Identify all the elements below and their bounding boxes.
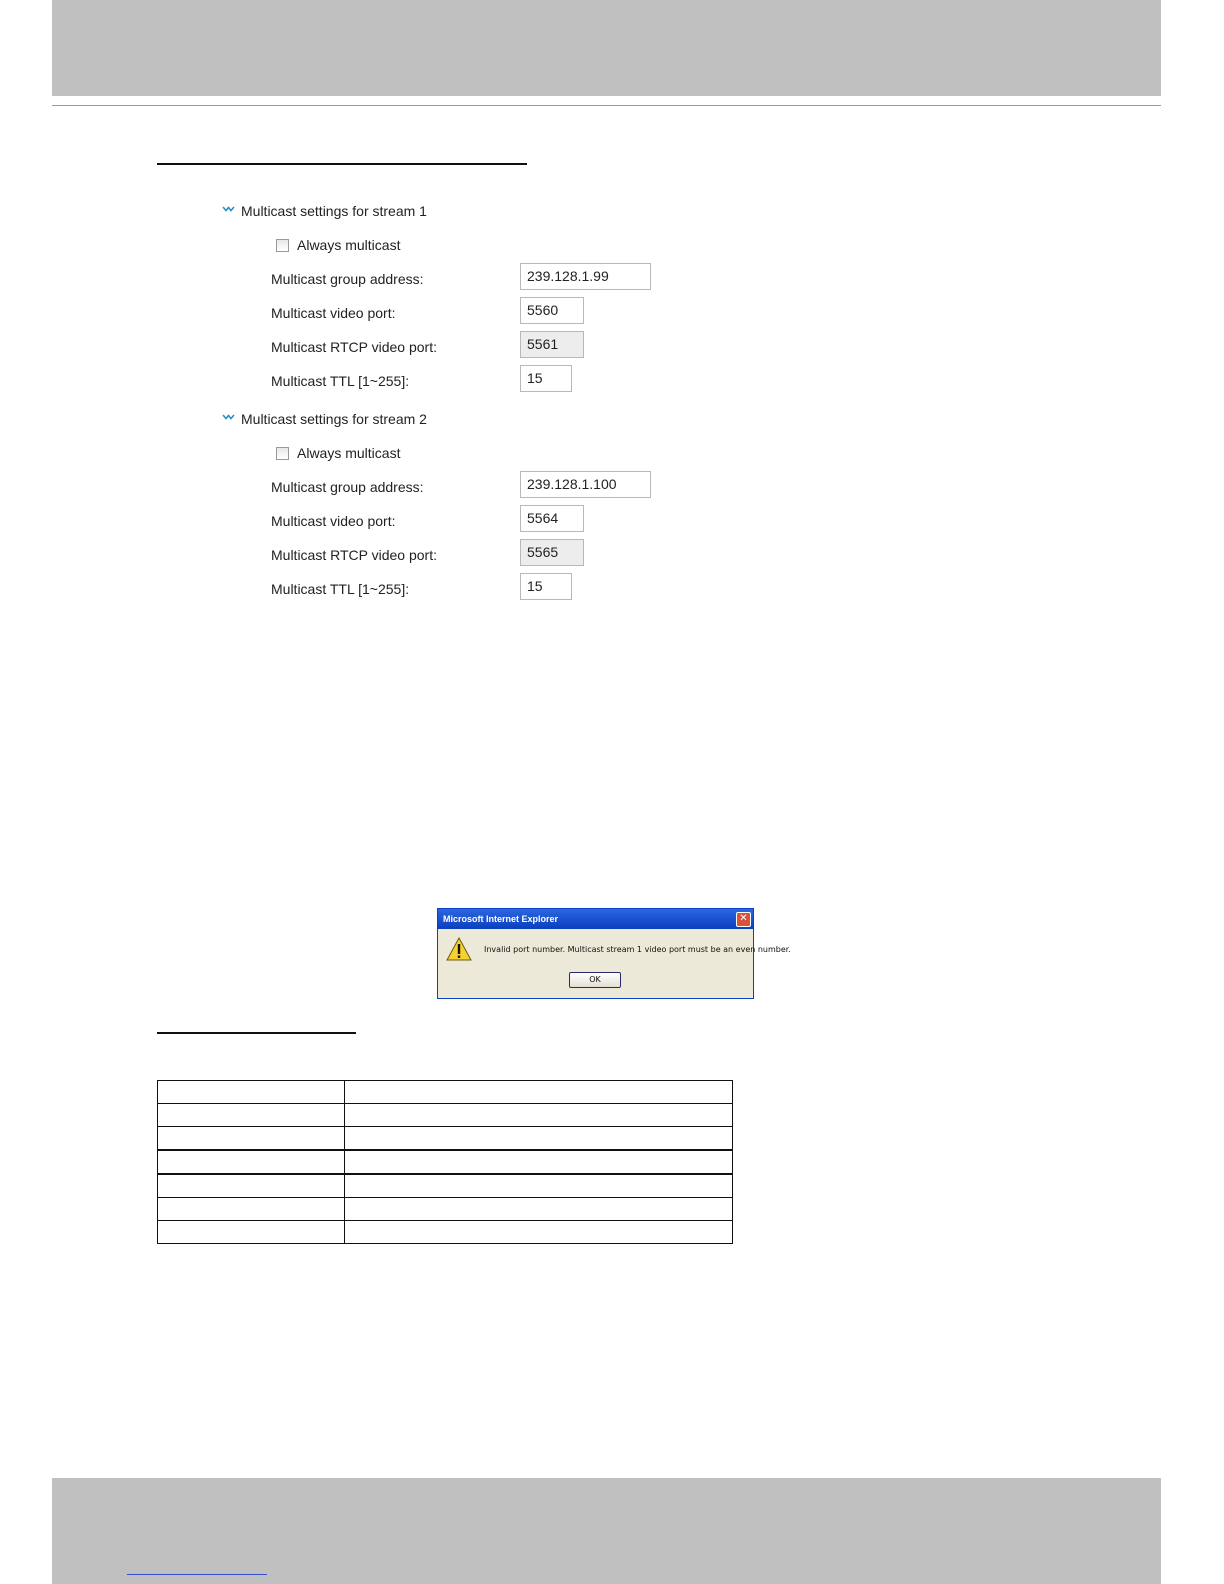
- stream2-group-address-input[interactable]: 239.128.1.100: [520, 471, 651, 498]
- table-row: [158, 1081, 733, 1104]
- stream2-group-address-label: Multicast group address:: [271, 479, 424, 495]
- empty-table: [157, 1080, 733, 1244]
- table-cell: [158, 1127, 345, 1151]
- stream2-always-multicast-label: Always multicast: [297, 445, 401, 461]
- table-cell: [158, 1150, 345, 1174]
- footer-link-underline[interactable]: [127, 1574, 267, 1575]
- table-row: [158, 1198, 733, 1221]
- stream1-rtcp-port-label: Multicast RTCP video port:: [271, 339, 437, 355]
- stream2-video-port-input[interactable]: 5564: [520, 505, 584, 532]
- close-icon[interactable]: ✕: [736, 912, 751, 927]
- expand-chevron-icon: [222, 413, 236, 425]
- dialog-title: Microsoft Internet Explorer: [443, 914, 559, 924]
- stream2-rtcp-port-label: Multicast RTCP video port:: [271, 547, 437, 563]
- table-cell: [345, 1104, 733, 1127]
- table-cell: [345, 1127, 733, 1151]
- section-heading-underline: [157, 163, 527, 165]
- table-cell: [345, 1150, 733, 1174]
- stream1-heading-label: Multicast settings for stream 1: [241, 203, 427, 219]
- ok-button[interactable]: OK: [569, 972, 621, 988]
- stream2-video-port-label: Multicast video port:: [271, 513, 396, 529]
- stream2-ttl-input[interactable]: 15: [520, 573, 572, 600]
- table-cell: [345, 1081, 733, 1104]
- stream1-video-port-label: Multicast video port:: [271, 305, 396, 321]
- table-row: [158, 1150, 733, 1174]
- stream2-ttl-label: Multicast TTL [1~255]:: [271, 581, 410, 597]
- page-header-band: [52, 0, 1161, 96]
- stream2-always-multicast-checkbox[interactable]: [276, 447, 289, 460]
- dialog-message: Invalid port number. Multicast stream 1 video port must be an even number.: [484, 945, 791, 954]
- table-cell: [158, 1174, 345, 1198]
- stream2-rtcp-port-input: 5565: [520, 539, 584, 566]
- table-row: [158, 1174, 733, 1198]
- stream1-always-multicast-label: Always multicast: [297, 237, 401, 253]
- stream1-ttl-label: Multicast TTL [1~255]:: [271, 373, 410, 389]
- stream1-heading[interactable]: [222, 201, 427, 221]
- table-cell: [345, 1198, 733, 1221]
- table-cell: [345, 1221, 733, 1244]
- table-row: [158, 1104, 733, 1127]
- expand-chevron-icon: [222, 205, 236, 217]
- error-dialog: [437, 908, 791, 999]
- stream2-heading-label: Multicast settings for stream 2: [241, 411, 427, 427]
- dialog-body: [438, 929, 791, 998]
- table-cell: [345, 1174, 733, 1198]
- table-cell: [158, 1104, 345, 1127]
- stream2-heading[interactable]: [222, 409, 427, 429]
- stream1-rtcp-port-input: 5561: [520, 331, 584, 358]
- subsection-heading-underline: [157, 1032, 356, 1034]
- table-cell: [158, 1198, 345, 1221]
- dialog-titlebar[interactable]: [438, 909, 753, 929]
- table-cell: [158, 1081, 345, 1104]
- stream1-always-multicast[interactable]: [276, 235, 400, 255]
- stream1-ttl-input[interactable]: 15: [520, 365, 572, 392]
- stream2-always-multicast[interactable]: [276, 443, 400, 463]
- table-row: [158, 1221, 733, 1244]
- stream1-group-address-input[interactable]: 239.128.1.99: [520, 263, 651, 290]
- page-footer-band: [52, 1478, 1161, 1584]
- stream1-always-multicast-checkbox[interactable]: [276, 239, 289, 252]
- table-cell: [158, 1221, 345, 1244]
- table-row: [158, 1127, 733, 1151]
- header-divider: [52, 105, 1161, 106]
- warning-icon: [446, 937, 472, 961]
- stream1-video-port-input[interactable]: 5560: [520, 297, 584, 324]
- stream1-group-address-label: Multicast group address:: [271, 271, 424, 287]
